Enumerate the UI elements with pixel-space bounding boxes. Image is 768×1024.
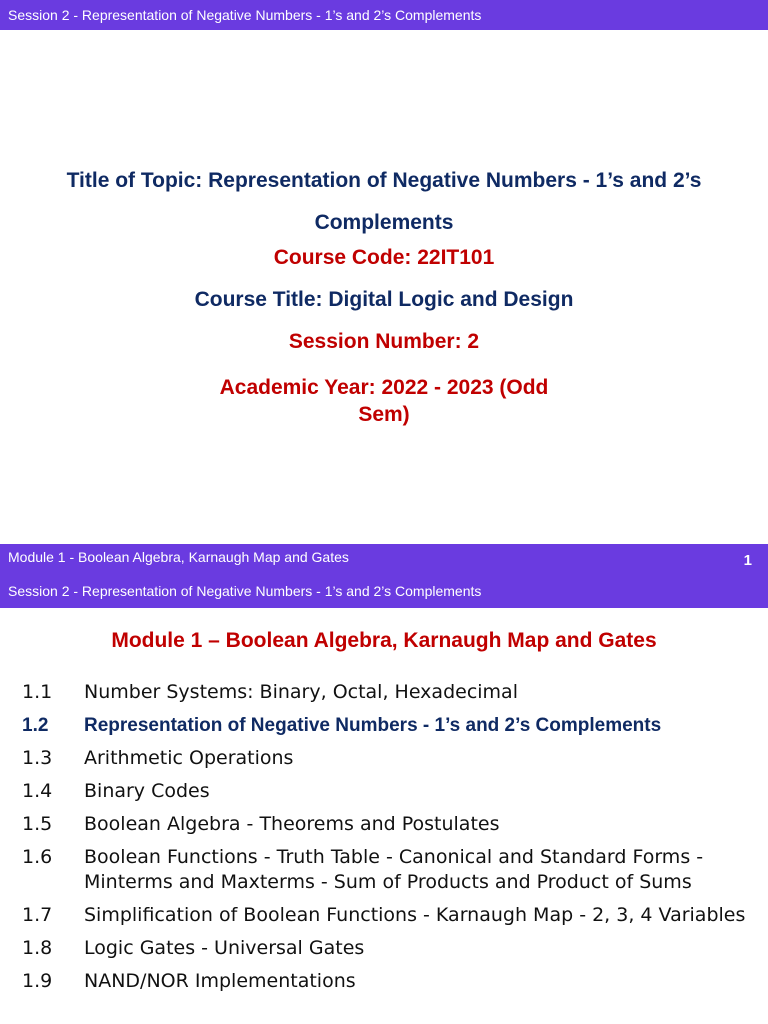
module-title: Module 1 – Boolean Algebra, Karnaugh Map and Gates — [111, 629, 657, 652]
item-text: Boolean Functions - Truth Table - Canonical and Standard Forms - Minterms and Maxterms - Sum of Products and Product of Sums — [84, 846, 704, 893]
topic-title: Title of Topic: Representation of Negative Numbers - 1’s and 2’s Complements — [66, 169, 702, 234]
course-code: Course Code: 22IT101 — [273, 246, 495, 269]
item-number: 1.3 — [22, 747, 53, 769]
item-number: 1.4 — [22, 780, 53, 802]
title-slide — [0, 30, 768, 544]
item-text: Arithmetic Operations — [84, 747, 294, 769]
item-number: 1.5 — [22, 813, 53, 835]
slide1-header-bar — [0, 0, 768, 30]
item-number: 1.2 — [22, 715, 49, 736]
item-text: Simplification of Boolean Functions - Karnaugh Map - 2, 3, 4 Variables — [84, 904, 746, 926]
item-text: Logic Gates - Universal Gates — [84, 937, 365, 959]
list-item — [22, 903, 752, 928]
item-text: Number Systems: Binary, Octal, Hexadecimal — [84, 681, 518, 703]
list-item — [22, 969, 752, 994]
academic-year: Academic Year: 2022 - 2023 (Odd Sem) — [219, 376, 549, 426]
item-text: NAND/NOR Implementations — [84, 970, 356, 992]
course-title: Course Title: Digital Logic and Design — [194, 288, 574, 311]
slide-separator-bar — [0, 544, 768, 608]
item-text: Representation of Negative Numbers - 1’s and 2’s Complements — [84, 715, 662, 736]
item-number: 1.8 — [22, 937, 53, 959]
page-number: 1 — [743, 552, 752, 569]
item-number: 1.9 — [22, 970, 53, 992]
topic-list — [22, 680, 752, 1002]
item-number: 1.7 — [22, 904, 53, 926]
module-contents-slide — [0, 608, 768, 1024]
item-text: Binary Codes — [84, 780, 210, 802]
list-item — [22, 779, 752, 804]
list-item — [22, 746, 752, 771]
slide1-header-text: Session 2 - Representation of Negative Numbers - 1’s and 2’s Complements — [8, 7, 482, 23]
item-text: Boolean Algebra - Theorems and Postulates — [84, 813, 500, 835]
item-number: 1.1 — [22, 681, 53, 703]
list-item — [22, 812, 752, 837]
session-number: Session Number: 2 — [288, 330, 480, 353]
list-item-current — [22, 713, 752, 738]
item-number: 1.6 — [22, 846, 53, 868]
slide2-header-text: Session 2 - Representation of Negative Numbers - 1’s and 2’s Complements — [8, 583, 482, 599]
list-item — [22, 680, 752, 705]
list-item — [22, 845, 752, 895]
list-item — [22, 936, 752, 961]
slide1-footer-text: Module 1 - Boolean Algebra, Karnaugh Map and Gates — [8, 549, 349, 565]
